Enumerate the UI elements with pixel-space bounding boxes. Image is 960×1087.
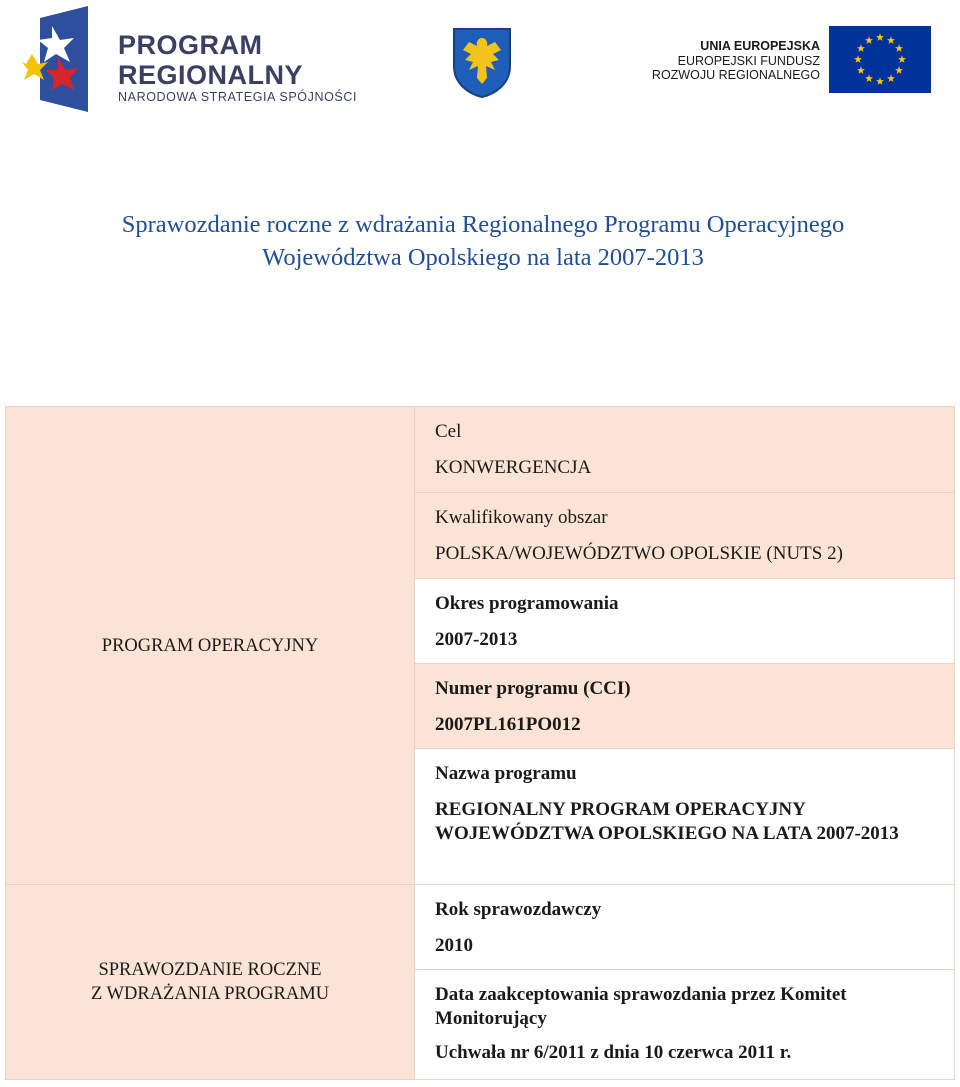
row-label: Okres programowania bbox=[435, 593, 619, 614]
row-value: 2007PL161PO012 bbox=[435, 714, 581, 735]
row-value: POLSKA/WOJEWÓDZTWO OPOLSKIE (NUTS 2) bbox=[435, 543, 843, 564]
opolskie-crest-icon bbox=[451, 26, 513, 98]
document-title bbox=[0, 208, 960, 274]
eu-line-rozwoju: ROZWOJU REGIONALNEGO bbox=[651, 68, 820, 82]
sprawozdanie-line-2: Z WDRAŻANIA PROGRAMU bbox=[90, 984, 330, 1004]
programme-info-table bbox=[5, 406, 955, 1080]
row-rok-sprawozdawczy bbox=[415, 885, 955, 970]
program-operacyjny-label: PROGRAM OPERACYJNY bbox=[101, 635, 319, 656]
row-label: Numer programu (CCI) bbox=[435, 678, 631, 699]
row-cel bbox=[415, 407, 955, 493]
program-regionalny-logo bbox=[22, 4, 362, 114]
eu-flag-icon bbox=[829, 26, 931, 93]
row-okres-programowania bbox=[415, 579, 955, 664]
row-data-zaakceptowania bbox=[415, 970, 955, 1080]
row-numer-programu bbox=[415, 664, 955, 749]
row-label: Rok sprawozdawczy bbox=[435, 899, 602, 920]
eu-line-fundusz: EUROPEJSKI FUNDUSZ bbox=[677, 53, 820, 68]
logo-line-regionalny: REGIONALNY bbox=[118, 60, 304, 90]
program-operacyjny-cell bbox=[6, 407, 415, 885]
logo-line-program: PROGRAM bbox=[118, 30, 263, 60]
row-label: Kwalifikowany obszar bbox=[435, 507, 608, 528]
row-value: 2007-2013 bbox=[435, 629, 518, 650]
row-nazwa-programu bbox=[415, 749, 955, 885]
row-value: 2010 bbox=[435, 935, 473, 956]
title-line-1: Sprawozdanie roczne z wdrażania Regionalnego Programu Operacyjnego bbox=[121, 211, 845, 238]
row-value: Uchwała nr 6/2011 z dnia 10 czerwca 2011 r. bbox=[435, 1042, 792, 1063]
sprawozdanie-roczne-cell bbox=[6, 885, 415, 1080]
row-kwalifikowany-obszar bbox=[415, 493, 955, 579]
title-line-2: Województwa Opolskiego na lata 2007-2013 bbox=[262, 244, 704, 271]
row-value: KONWERGENCJA bbox=[435, 457, 592, 478]
row-label: Data zaakceptowania sprawozdania przez Komitet Monitorujący bbox=[435, 984, 847, 1029]
logo-line-strategia: NARODOWA STRATEGIA SPÓJNOŚCI bbox=[118, 90, 358, 104]
row-label: Nazwa programu bbox=[435, 763, 577, 784]
sprawozdanie-line-1: SPRAWOZDANIE ROCZNE bbox=[98, 960, 322, 980]
program-regionalny-emblem-icon bbox=[22, 4, 112, 114]
eu-fund-label bbox=[652, 39, 820, 83]
eu-line-unia: UNIA EUROPEJSKA bbox=[700, 39, 820, 53]
row-label: Cel bbox=[435, 421, 462, 442]
row-value: REGIONALNY PROGRAM OPERACYJNY WOJEWÓDZTWA OPOLSKIEGO NA LATA 2007-2013 bbox=[435, 799, 899, 844]
